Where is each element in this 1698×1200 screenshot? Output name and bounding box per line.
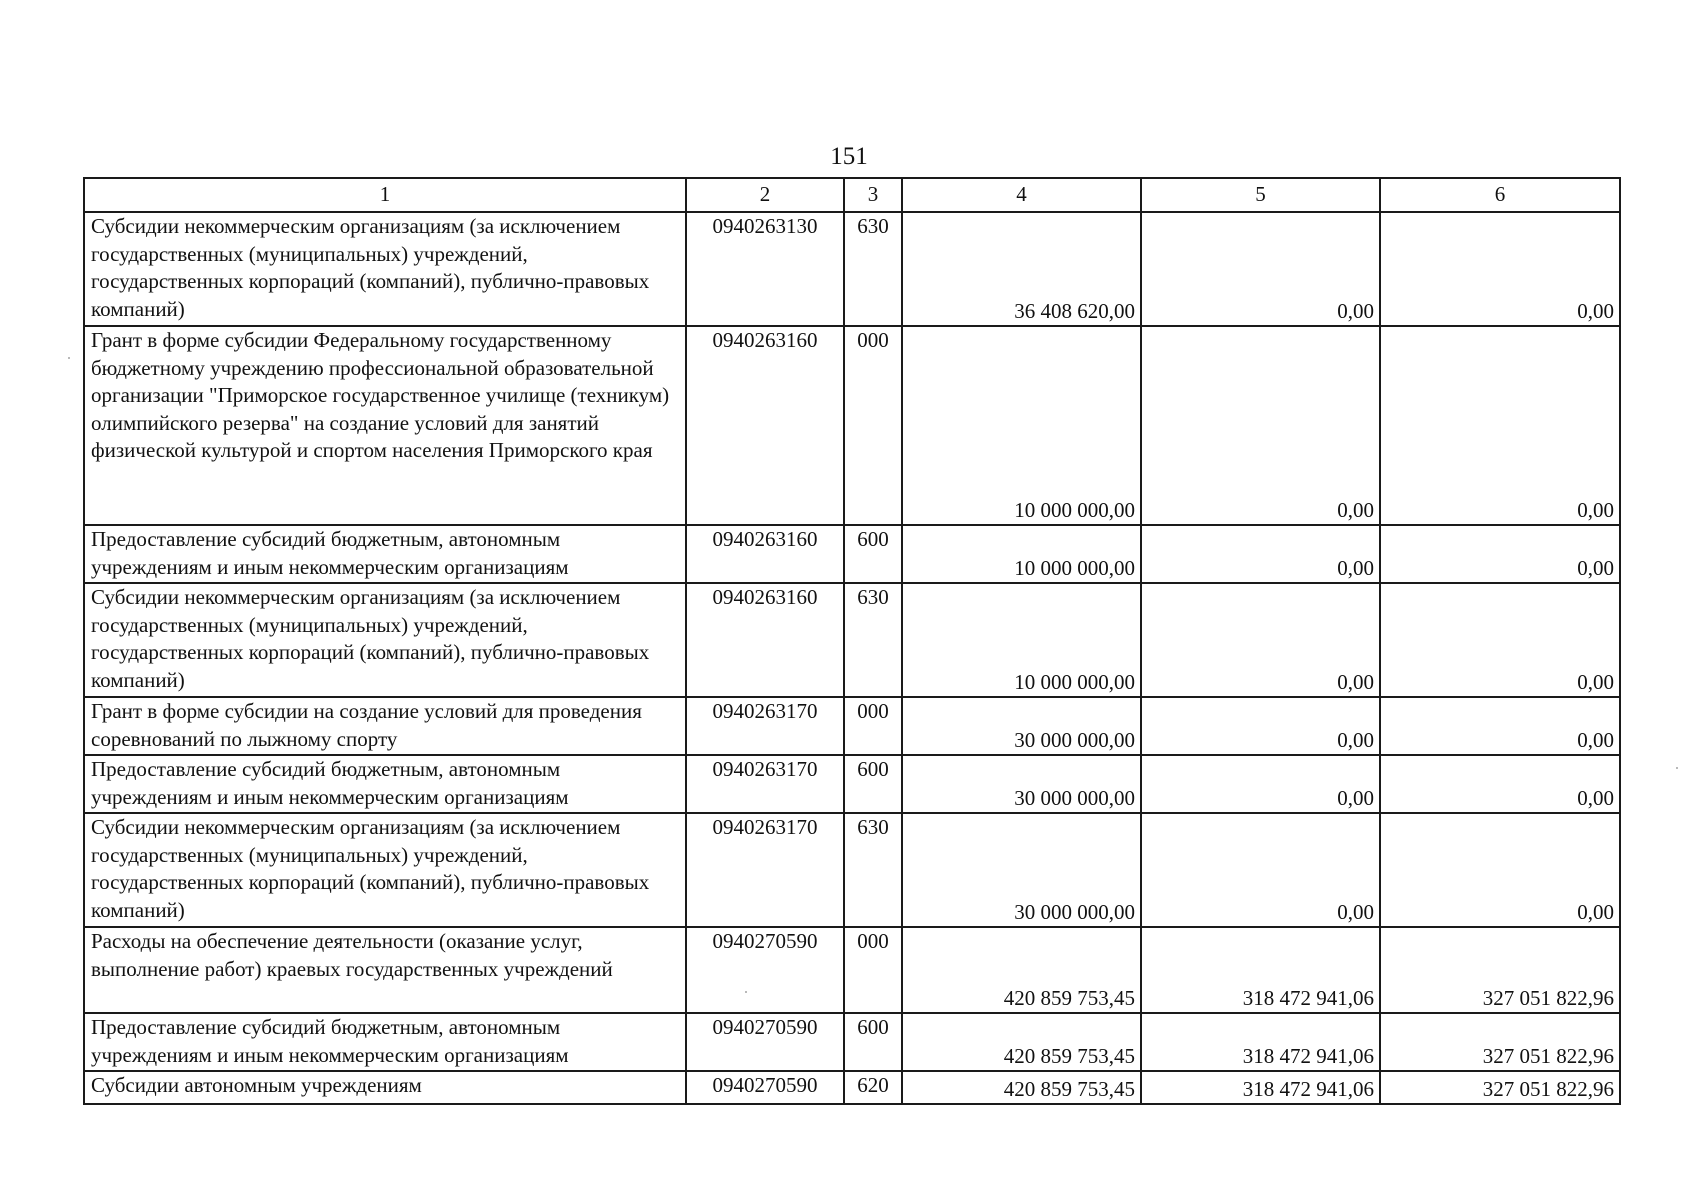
row-name-cell: Предоставление субсидий бюджетным, автономным учреждениям и иным некоммерческим организациям: [84, 755, 686, 813]
table-row: [84, 813, 1620, 927]
row-sum-6-cell: 327 051 822,96: [1380, 1071, 1620, 1104]
row-sum-5-cell: 0,00: [1141, 525, 1380, 583]
row-name-cell: Грант в форме субсидии Федеральному государственному бюджетному учреждению профессиональной образовательной организации "Приморское государственное училище (техникум) олимпийского резерва" на создание условий для занятий физической культурой и спортом населения Приморского края: [84, 326, 686, 525]
column-number-5: 5: [1141, 178, 1380, 212]
row-sum-5-cell: 318 472 941,06: [1141, 927, 1380, 1013]
row-code-cell: 0940263170: [686, 697, 844, 755]
table-row: [84, 755, 1620, 813]
row-kind-cell: 000: [844, 927, 902, 1013]
table-row: [84, 927, 1620, 1013]
table-row: [84, 1071, 1620, 1104]
row-name-cell: Субсидии некоммерческим организациям (за исключением государственных (муниципальных) учреждений, государственных корпораций (компаний), публично-правовых компаний): [84, 813, 686, 927]
row-name-cell: Предоставление субсидий бюджетным, автономным учреждениям и иным некоммерческим организациям: [84, 525, 686, 583]
column-number-4: 4: [902, 178, 1141, 212]
row-name-cell: Предоставление субсидий бюджетным, автономным учреждениям и иным некоммерческим организациям: [84, 1013, 686, 1071]
row-sum-4-cell: 10 000 000,00: [902, 583, 1141, 697]
row-kind-cell: 600: [844, 755, 902, 813]
row-kind-cell: 600: [844, 525, 902, 583]
row-sum-6-cell: 0,00: [1380, 755, 1620, 813]
row-sum-6-cell: 0,00: [1380, 326, 1620, 525]
row-sum-4-cell: 10 000 000,00: [902, 525, 1141, 583]
scan-dot: [745, 991, 747, 993]
row-kind-cell: 000: [844, 697, 902, 755]
table-row: [84, 1013, 1620, 1071]
table-row: [84, 326, 1620, 525]
row-code-cell: 0940263160: [686, 326, 844, 525]
row-kind-cell: 630: [844, 813, 902, 927]
row-sum-5-cell: 318 472 941,06: [1141, 1013, 1380, 1071]
row-code-cell: 0940270590: [686, 1071, 844, 1104]
row-sum-6-cell: 327 051 822,96: [1380, 1013, 1620, 1071]
budget-table: [83, 177, 1621, 1105]
row-kind-cell: 630: [844, 583, 902, 697]
row-sum-4-cell: 36 408 620,00: [902, 212, 1141, 326]
row-code-cell: 0940263160: [686, 525, 844, 583]
row-sum-6-cell: 0,00: [1380, 813, 1620, 927]
row-code-cell: 0940263170: [686, 755, 844, 813]
row-code-cell: 0940263160: [686, 583, 844, 697]
row-kind-cell: 620: [844, 1071, 902, 1104]
row-name-cell: Субсидии некоммерческим организациям (за исключением государственных (муниципальных) учреждений, государственных корпораций (компаний), публично-правовых компаний): [84, 212, 686, 326]
row-sum-6-cell: 0,00: [1380, 697, 1620, 755]
row-sum-6-cell: 0,00: [1380, 583, 1620, 697]
row-sum-5-cell: 318 472 941,06: [1141, 1071, 1380, 1104]
row-sum-5-cell: 0,00: [1141, 697, 1380, 755]
table-row: [84, 583, 1620, 697]
page-number: 151: [830, 143, 868, 170]
scan-dot: [68, 357, 70, 359]
table-row: [84, 525, 1620, 583]
row-sum-4-cell: 420 859 753,45: [902, 1071, 1141, 1104]
row-sum-4-cell: 420 859 753,45: [902, 927, 1141, 1013]
column-number-6: 6: [1380, 178, 1620, 212]
column-number-1: 1: [84, 178, 686, 212]
column-number-3: 3: [844, 178, 902, 212]
row-sum-4-cell: 10 000 000,00: [902, 326, 1141, 525]
row-sum-5-cell: 0,00: [1141, 212, 1380, 326]
row-code-cell: 0940270590: [686, 927, 844, 1013]
row-name-cell: Расходы на обеспечение деятельности (оказание услуг, выполнение работ) краевых государственных учреждений: [84, 927, 686, 1013]
row-sum-4-cell: 30 000 000,00: [902, 697, 1141, 755]
budget-table-body: [84, 178, 1620, 1104]
row-code-cell: 0940263170: [686, 813, 844, 927]
row-code-cell: 0940263130: [686, 212, 844, 326]
table-row: [84, 212, 1620, 326]
row-sum-6-cell: 327 051 822,96: [1380, 927, 1620, 1013]
row-name-cell: Грант в форме субсидии на создание условий для проведения соревнований по лыжному спорту: [84, 697, 686, 755]
row-sum-6-cell: 0,00: [1380, 212, 1620, 326]
row-sum-4-cell: 30 000 000,00: [902, 755, 1141, 813]
row-kind-cell: 600: [844, 1013, 902, 1071]
row-kind-cell: 630: [844, 212, 902, 326]
scan-dot: [1676, 767, 1678, 769]
row-sum-4-cell: 30 000 000,00: [902, 813, 1141, 927]
row-kind-cell: 000: [844, 326, 902, 525]
row-sum-6-cell: 0,00: [1380, 525, 1620, 583]
row-name-cell: Субсидии автономным учреждениям: [84, 1071, 686, 1104]
row-sum-5-cell: 0,00: [1141, 813, 1380, 927]
row-code-cell: 0940270590: [686, 1013, 844, 1071]
column-number-2: 2: [686, 178, 844, 212]
table-row: [84, 697, 1620, 755]
row-sum-5-cell: 0,00: [1141, 326, 1380, 525]
row-sum-4-cell: 420 859 753,45: [902, 1013, 1141, 1071]
row-sum-5-cell: 0,00: [1141, 755, 1380, 813]
column-number-row: [84, 178, 1620, 212]
row-name-cell: Субсидии некоммерческим организациям (за исключением государственных (муниципальных) учреждений, государственных корпораций (компаний), публично-правовых компаний): [84, 583, 686, 697]
row-sum-5-cell: 0,00: [1141, 583, 1380, 697]
